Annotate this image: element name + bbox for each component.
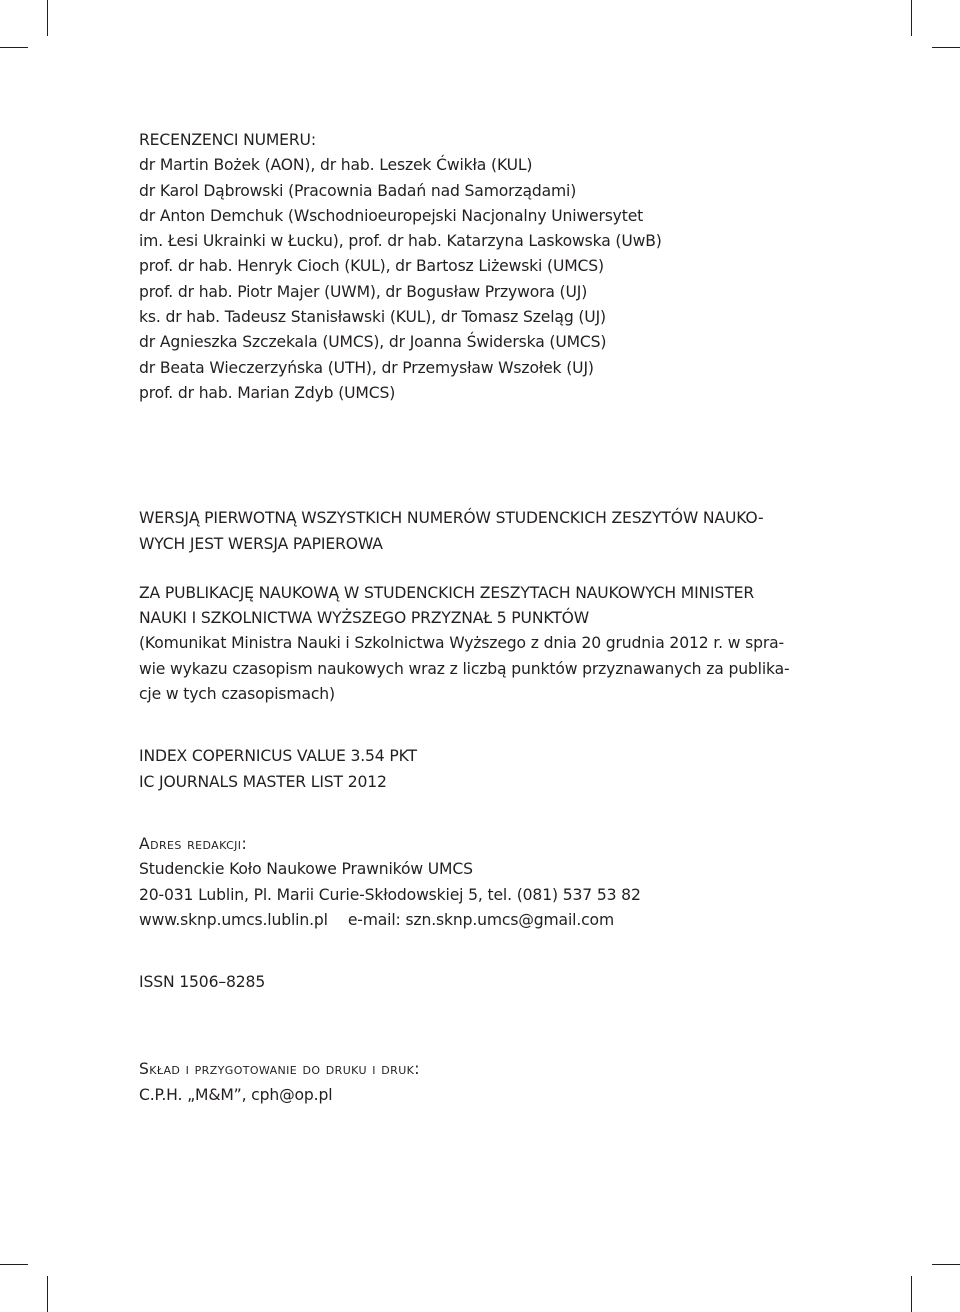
website-link[interactable]: www.sknp.umcs.lublin.pl [139, 910, 328, 929]
issn-section [139, 970, 779, 995]
crop-mark-bottom-right-vertical [911, 1276, 912, 1312]
crop-mark-top-right-vertical [911, 0, 912, 36]
points-line: (Komunikat Ministra Nauki i Szkolnictwa Wyższego z dnia 20 grudnia 2012 r. w spra- [139, 634, 785, 653]
reviewer-line: dr Martin Bożek (AON), dr hab. Leszek Ćwikła (KUL) [139, 156, 533, 175]
points-line: cje w tych czasopismach) [139, 685, 335, 704]
crop-mark-bottom-right-horizontal [932, 1264, 960, 1265]
points-line: wie wykazu czasopism naukowych wraz z liczbą punktów przyznawanych za publika- [139, 659, 790, 678]
reviewers-section [139, 128, 779, 406]
indexing-section [139, 744, 779, 795]
original-version-notice [139, 506, 779, 557]
issn-number: ISSN 1506–8285 [139, 973, 266, 992]
reviewers-heading: RECENZENCI NUMERU: [139, 131, 316, 149]
original-version-line: WYCH JEST WERSJA PAPIEROWA [139, 534, 383, 553]
reviewer-line: im. Łesi Ukrainki w Łucku), prof. dr hab. Katarzyna Laskowska (UwB) [139, 232, 662, 251]
imprint-page [139, 128, 790, 1108]
reviewer-line: dr Beata Wieczerzyńska (UTH), dr Przemysław Wszołek (UJ) [139, 358, 594, 377]
points-notice [139, 581, 790, 707]
crop-mark-top-right-horizontal [932, 47, 960, 48]
points-line: ZA PUBLIKACJĘ NAUKOWĄ W STUDENCKICH ZESZYTACH NAUKOWYCH MINISTER [139, 583, 755, 602]
reviewer-line: dr Karol Dąbrowski (Pracownia Badań nad Samorządami) [139, 181, 577, 200]
reviewer-line: prof. dr hab. Henryk Cioch (KUL), dr Bartosz Liżewski (UMCS) [139, 257, 604, 276]
crop-mark-bottom-left-vertical [47, 1276, 48, 1312]
typesetting-section [139, 1057, 779, 1108]
typesetting-heading: Skład i przygotowanie do druku i druk: [139, 1060, 420, 1079]
reviewer-line: dr Anton Demchuk (Wschodnioeuropejski Nacjonalny Uniwersytet [139, 206, 644, 225]
address-heading: Adres redakcji: [139, 834, 248, 853]
reviewer-line: ks. dr hab. Tadeusz Stanisławski (KUL), dr Tomasz Szeląg (UJ) [139, 308, 606, 327]
typesetting-value: C.P.H. „M&M”, cph@op.pl [139, 1085, 333, 1104]
reviewer-line: prof. dr hab. Marian Zdyb (UMCS) [139, 383, 396, 402]
street-address: 20-031 Lublin, Pl. Marii Curie-Skłodowskiej 5, tel. (081) 537 53 82 [139, 885, 641, 904]
crop-mark-top-left-vertical [47, 0, 48, 36]
reviewer-line: prof. dr hab. Piotr Majer (UWM), dr Bogusław Przywora (UJ) [139, 282, 588, 301]
ic-journals-master-list: IC JOURNALS MASTER LIST 2012 [139, 772, 387, 791]
points-line: NAUKI I SZKOLNICTWA WYŻSZEGO PRZYZNAŁ 5 PUNKTÓW [139, 609, 589, 628]
reviewer-line: dr Agnieszka Szczekala (UMCS), dr Joanna Świderska (UMCS) [139, 333, 607, 352]
contact-line [139, 908, 779, 933]
index-copernicus-value: INDEX COPERNICUS VALUE 3.54 PKT [139, 747, 417, 766]
organization-name: Studenckie Koło Naukowe Prawników UMCS [139, 860, 473, 879]
address-section [139, 832, 779, 933]
email-link[interactable]: e-mail: szn.sknp.umcs@gmail.com [347, 910, 614, 929]
crop-mark-bottom-left-horizontal [0, 1264, 28, 1265]
original-version-line: WERSJĄ PIERWOTNĄ WSZYSTKICH NUMERÓW STUDENCKICH ZESZYTÓW NAUKO- [139, 509, 764, 528]
crop-mark-top-left-horizontal [0, 47, 28, 48]
